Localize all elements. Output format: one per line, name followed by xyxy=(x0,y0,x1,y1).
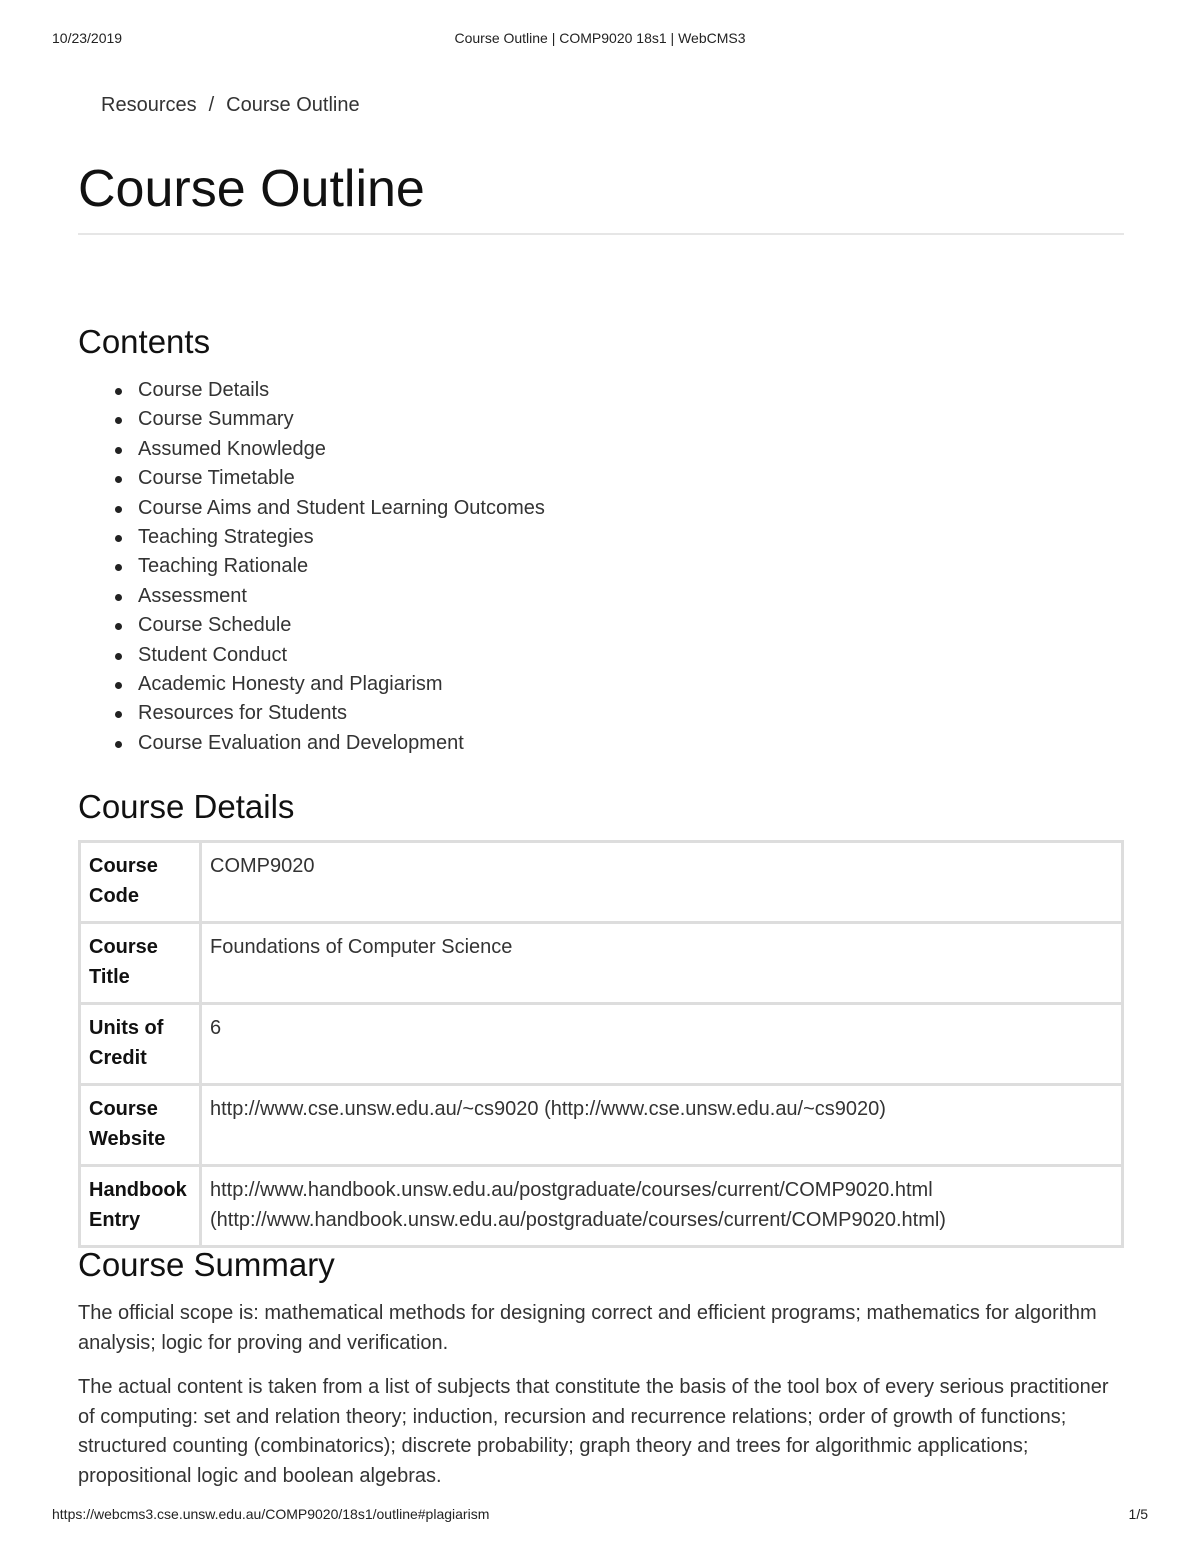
contents-list xyxy=(80,376,545,758)
toc-link[interactable]: Teaching Rationale xyxy=(138,555,309,578)
row-label: Units of Credit xyxy=(80,1004,201,1085)
row-value: COMP9020 xyxy=(201,842,1123,923)
print-footer xyxy=(52,1506,1148,1526)
toc-item-course-aims xyxy=(138,494,545,523)
toc-item-teaching-rationale xyxy=(138,552,545,581)
course-website-link[interactable]: http://www.cse.unsw.edu.au/~cs9020 (http://www.cse.unsw.edu.au/~cs9020) xyxy=(201,1085,1123,1166)
toc-item-course-schedule xyxy=(138,611,545,640)
table-row xyxy=(80,923,1123,1004)
toc-item-course-timetable xyxy=(138,464,545,493)
toc-item-course-evaluation xyxy=(138,729,545,758)
toc-link[interactable]: Student Conduct xyxy=(138,643,287,666)
table-row xyxy=(80,1085,1123,1166)
print-page-title: Course Outline | COMP9020 18s1 | WebCMS3 xyxy=(454,30,746,46)
print-date: 10/23/2019 xyxy=(52,30,123,46)
toc-item-course-details xyxy=(138,376,545,405)
row-value: Foundations of Computer Science xyxy=(201,923,1123,1004)
table-row xyxy=(80,1166,1123,1247)
page-title: Course Outline xyxy=(78,160,425,218)
toc-link[interactable]: Course Details xyxy=(138,379,270,401)
toc-link[interactable]: Course Summary xyxy=(138,408,294,431)
row-value: 6 xyxy=(201,1004,1123,1085)
toc-link[interactable]: Assumed Knowledge xyxy=(138,437,326,460)
table-row xyxy=(80,1004,1123,1085)
row-label: Course Website xyxy=(80,1085,201,1166)
toc-item-course-summary xyxy=(138,405,545,434)
print-header xyxy=(52,30,1148,50)
toc-link[interactable]: Resources for Students xyxy=(138,702,347,725)
row-label: Handbook Entry xyxy=(80,1166,201,1247)
breadcrumb-item-course-outline: Course Outline xyxy=(226,94,360,116)
toc-item-assessment xyxy=(138,582,545,611)
print-url: https://webcms3.cse.unsw.edu.au/COMP9020/18s1/outline#plagiarism xyxy=(52,1506,490,1522)
course-details-table xyxy=(78,840,1124,1248)
toc-item-student-conduct xyxy=(138,641,545,670)
toc-link[interactable]: Course Timetable xyxy=(138,467,295,490)
toc-link[interactable]: Teaching Strategies xyxy=(138,525,314,548)
row-label: Course Code xyxy=(80,842,201,923)
print-page-number: 1/5 xyxy=(1128,1506,1148,1522)
row-label: Course Title xyxy=(80,923,201,1004)
course-details-heading: Course Details xyxy=(78,788,295,825)
toc-link[interactable]: Course Aims and Student Learning Outcomes xyxy=(138,496,545,519)
contents-heading: Contents xyxy=(78,323,211,360)
summary-paragraph: The official scope is: mathematical methods for designing correct and efficient programs; mathematics for algorithm analysis; logic for proving and verification. xyxy=(78,1302,1097,1354)
toc-link[interactable]: Course Schedule xyxy=(138,614,292,637)
breadcrumb-item-resources[interactable]: Resources xyxy=(101,94,197,116)
summary-paragraph: The actual content is taken from a list of subjects that constitute the basis of the tool box of every serious practitioner of computing: set and relation theory; induction, recursion and recurrence relations; order of growth of functions; structured counting (combinatorics); discrete probability; graph theory and trees for algorithmic applications; propositional logic and boolean algebras. xyxy=(78,1376,1109,1487)
table-row xyxy=(80,842,1123,923)
course-summary-heading: Course Summary xyxy=(78,1246,335,1283)
title-divider xyxy=(78,233,1124,235)
toc-link[interactable]: Assessment xyxy=(138,584,247,607)
toc-item-assumed-knowledge xyxy=(138,435,545,464)
breadcrumb xyxy=(101,94,360,117)
toc-item-resources xyxy=(138,699,545,728)
toc-item-teaching-strategies xyxy=(138,523,545,552)
toc-link[interactable]: Academic Honesty and Plagiarism xyxy=(138,672,443,695)
handbook-entry-link[interactable]: http://www.handbook.unsw.edu.au/postgraduate/courses/current/COMP9020.html (http://www.handbook.unsw.edu.au/postgraduate/courses/current/COMP9020.html) xyxy=(201,1166,1123,1247)
toc-link[interactable]: Course Evaluation and Development xyxy=(138,731,464,754)
toc-item-academic-honesty xyxy=(138,670,545,699)
breadcrumb-separator: / xyxy=(208,94,215,116)
